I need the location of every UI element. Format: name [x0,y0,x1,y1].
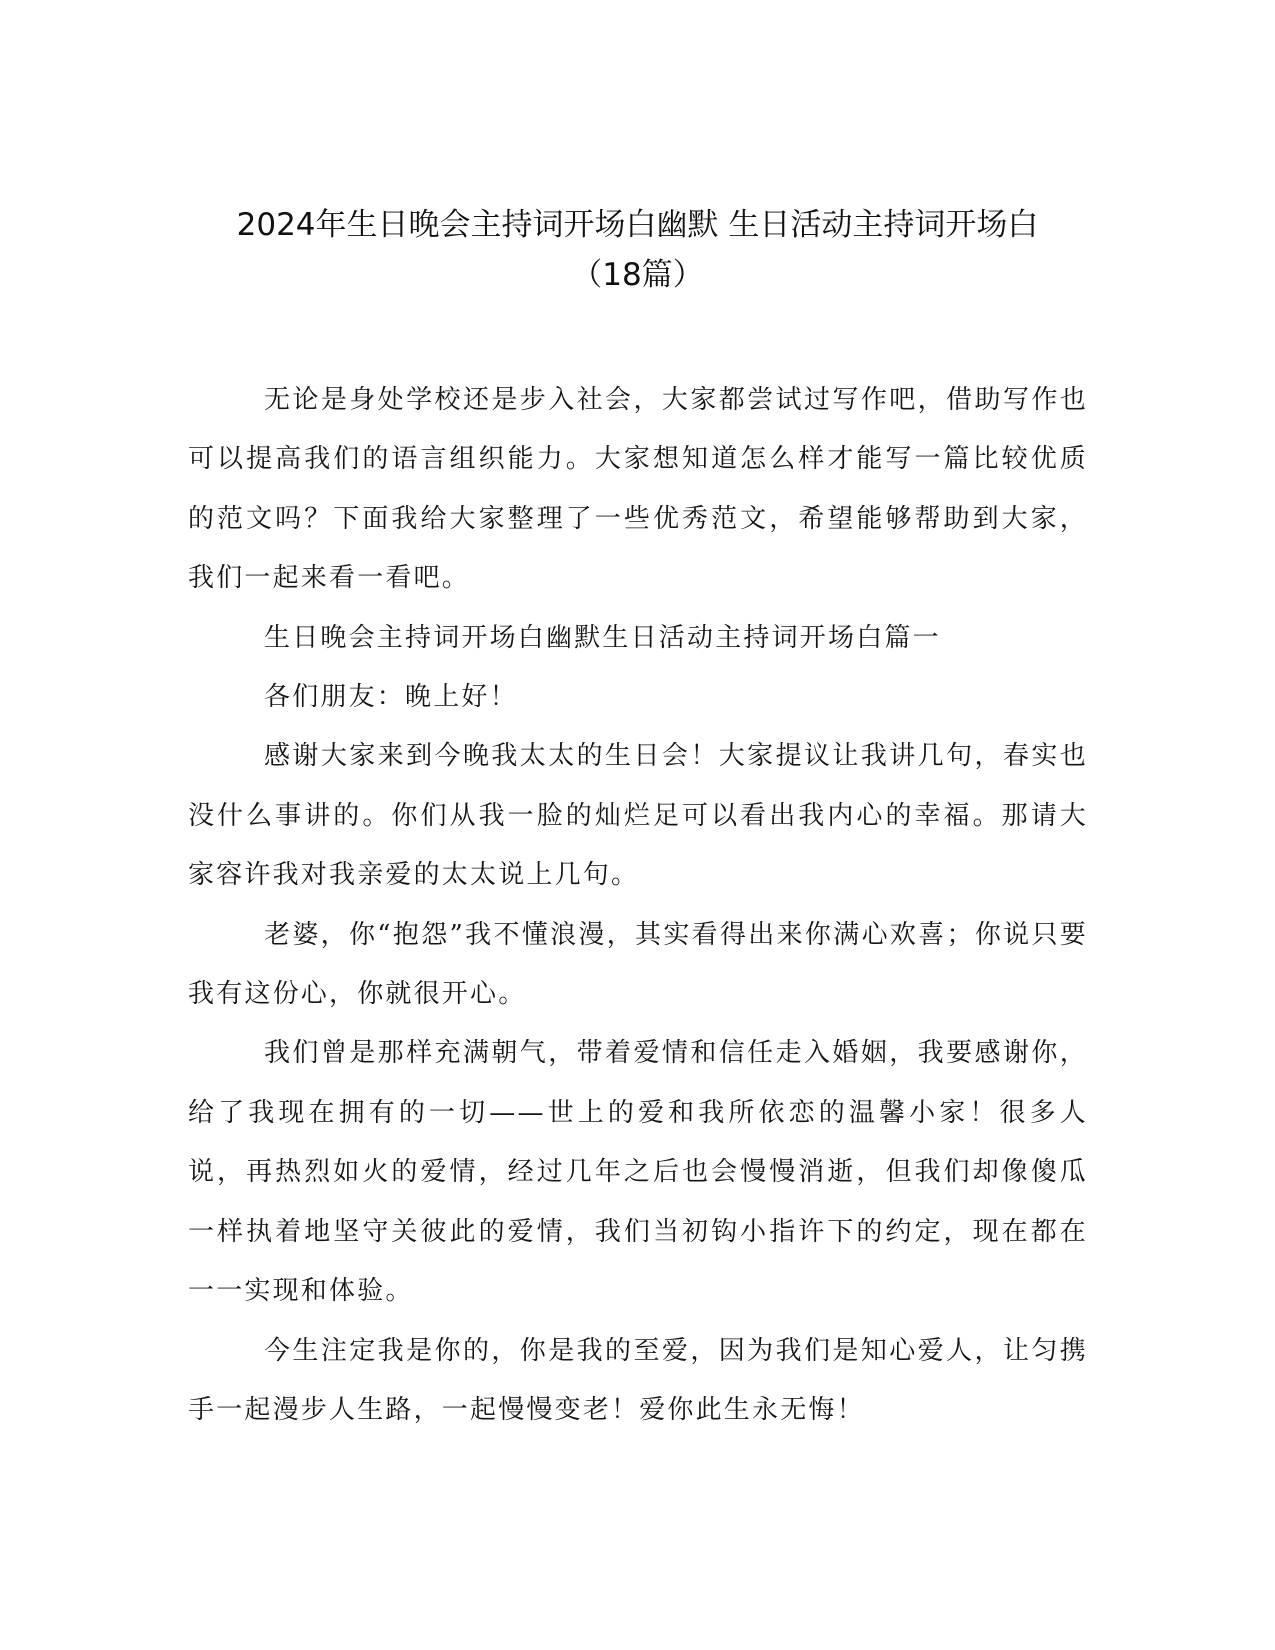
paragraph-section-heading: 生日晚会主持词开场白幽默生日活动主持词开场白篇一 [264,622,941,653]
paragraph-thanks: 感谢大家来到今晚我太太的生日会！大家提议让我讲几句，春实也没什么事讲的。你们从我一脸的灿烂足可以看出我内心的幸福。那请大家容许我对我亲爱的太太说上几句。 [188,741,1088,891]
paragraph-wife: 老婆，你“抱怨”我不懂浪漫，其实看得出来你满心欢喜；你说只要我有这份心，你就很开心。 [188,919,1088,1010]
title-line-2: （18篇） [571,257,704,293]
document-body [188,371,1088,1440]
paragraph-closing: 今生注定我是你的，你是我的至爱，因为我们是知心爱人，让匀携手一起漫步人生路，一起慢慢变老！爱你此生永无悔！ [188,1335,1088,1425]
document-title [150,200,1125,300]
paragraph-intro: 无论是身处学校还是步入社会，大家都尝试过写作吧，借助写作也可以提高我们的语言组织能力。大家想知道怎么样才能写一篇比较优质的范文吗？下面我给大家整理了一些优秀范文，希望能够帮助到大家，我们一起来看一看吧。 [188,385,1088,594]
paragraph-greeting: 各们朋友：晚上好！ [264,682,518,713]
paragraph-marriage: 我们曾是那样充满朝气，带着爱情和信任走入婚姻，我要感谢你，给了我现在拥有的一切——世上的爱和我所依恋的温馨小家！很多人说，再热烈如火的爱情，经过几年之后也会慢慢消逝，但我们却像傻瓜一样执着地坚守关彼此的爱情，我们当初钩小指许下的约定，现在都在一一实现和体验。 [188,1038,1088,1307]
title-line-1: 2024年生日晚会主持词开场白幽默 生日活动主持词开场白 [236,207,1039,243]
